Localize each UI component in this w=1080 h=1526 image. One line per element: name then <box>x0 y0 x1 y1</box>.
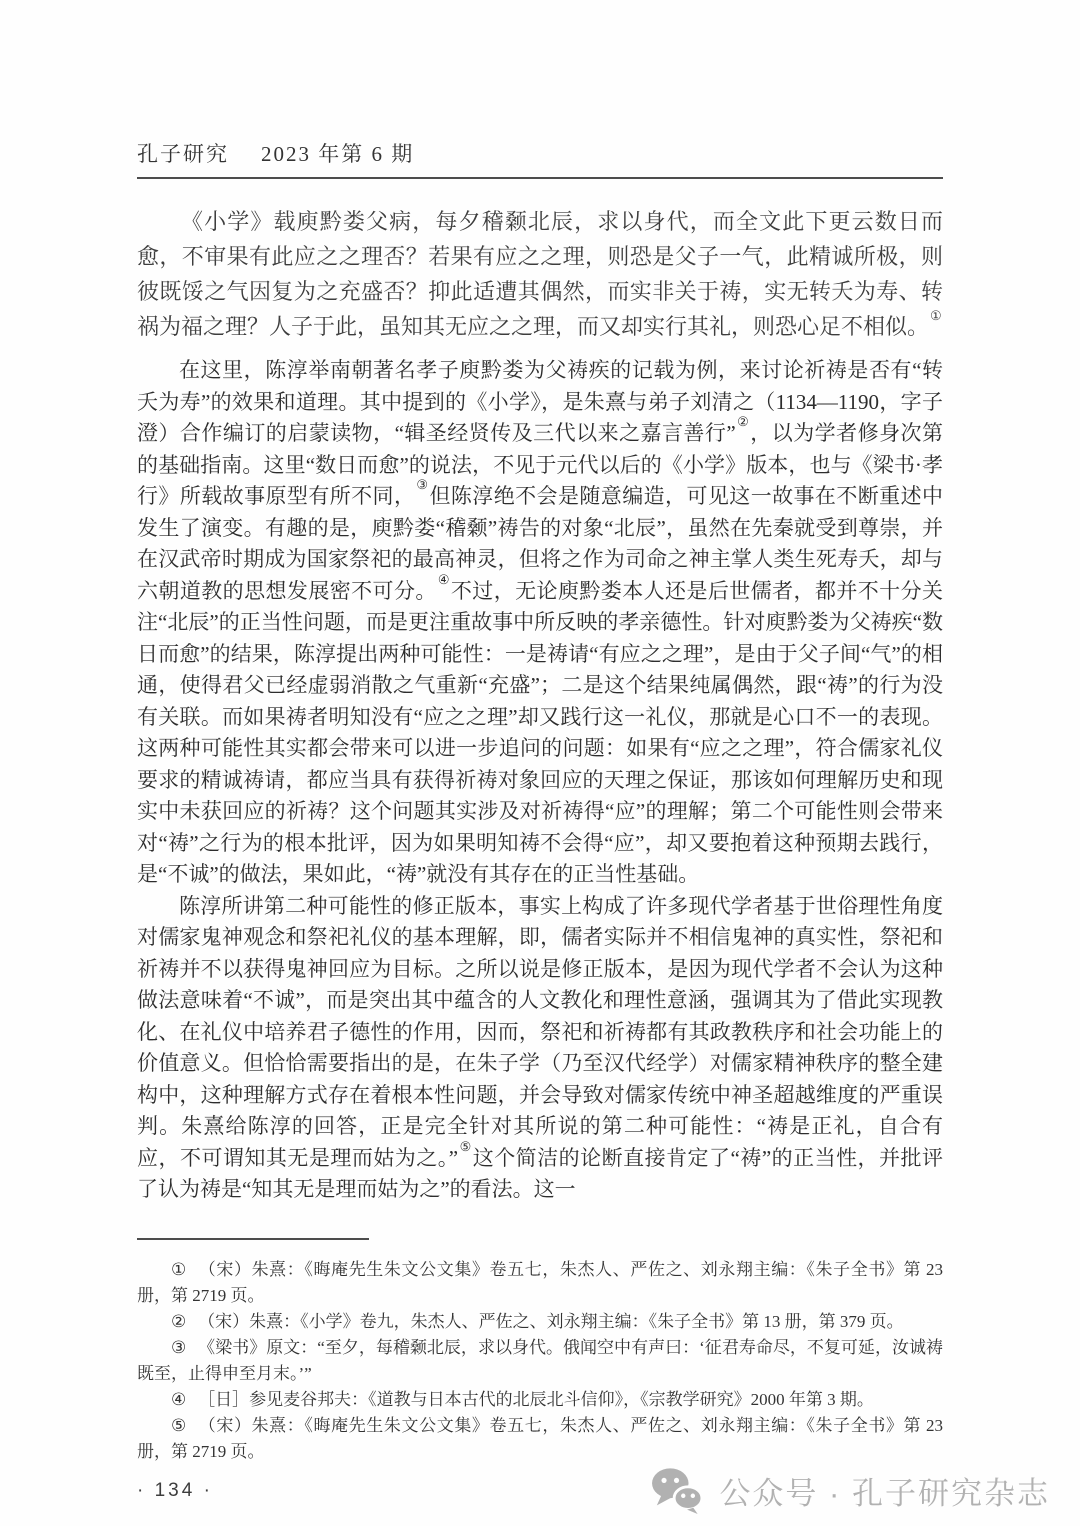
watermark <box>650 1466 1050 1514</box>
footnote-marker: ④ <box>171 1389 187 1409</box>
footnote-marker: ⑤ <box>171 1415 187 1435</box>
block-quote <box>137 205 943 345</box>
page-number: · 134 · <box>137 1479 213 1501</box>
issue-info: 2023 年第 6 期 <box>261 142 415 166</box>
footnote <box>137 1335 943 1387</box>
footnote-ref: ④ <box>437 571 450 587</box>
footnotes <box>137 1257 943 1465</box>
text-run: 但陈淳绝不会是随意编造，可见这一故事在不断重述中发生了演变。有趣的是，庾黔娄“稽颡”祷告的对象“北辰”，虽然在先秦就受到尊崇，并在汉武帝时期成为国家祭祀的最高神灵，但将之作为司命之神主掌人类生死寿夭，却与六朝道教的思想发展密不可分。 <box>137 484 944 603</box>
journal-title: 孔子研究 <box>137 142 229 166</box>
text-run: 《小学》载庾黔娄父病，每夕稽颡北辰，求以身代，而全文此下更云数日而愈，不审果有此应之之理否？若果有应之之理，则恐是父子一气，此精诚所极，则彼既馁之气因复为之充盛否？抑此适遭其偶然，而实非关于祷，实无转夭为寿、转祸为福之理？人子于此，虽知其无应之之理，而又却实行其礼，则恐心足不相似。 <box>137 210 943 340</box>
text-run: 这个简洁的论断直接肯定了“祷”的正当性，并批评了认为祷是“知其无是理而姑为之”的看法。这一 <box>137 1145 944 1201</box>
paragraph <box>137 355 943 891</box>
footnote-ref: ⑤ <box>459 1138 472 1154</box>
footnote <box>137 1387 943 1413</box>
footnote <box>137 1413 943 1465</box>
footnote <box>137 1309 943 1335</box>
footnote-marker: ② <box>171 1311 187 1331</box>
text-run: 不过，无论庾黔娄本人还是后世儒者，都并不十分关注“北辰”的正当性问题，而是更注重故事中所反映的孝亲德性。针对庾黔娄为父祷疾“数日而愈”的结果，陈淳提出两种可能性：一是祷请“有应之之理”，是由于父子间“气”的相通，使得君父已经虚弱消散之气重新“充盛”；二是这个结果纯属偶然，跟“祷”的行为没有关联。而如果祷者明知没有“应之之理”却又践行这一礼仪，那就是心口不一的表现。这两种可能性其实都会带来可以进一步追问的问题：如果有“应之之理”，符合儒家礼仪要求的精诚祷请，都应当具有获得祈祷对象回应的天理之保证，那该如何理解历史和现实中未获回应的祈祷？这个问题其实涉及对祈祷得“应”的理解；第二个可能性则会带来对“祷”之行为的根本批评，因为如果明知祷不会得“应”，却又要抱着这种预期去践行，是“不诚”的做法，果如此，“祷”就没有其存在的正当性基础。 <box>137 578 944 886</box>
watermark-text: 公众号 · 孔子研究杂志 <box>719 1475 1050 1511</box>
text-run: ，以为学者修身次第的基础指南。这里“数日而愈”的说法，不见于元代以后的《小学》版本，也与《梁书·孝行》所载故事原型有所不同， <box>137 421 944 508</box>
footnote-text: ［日］参见麦谷邦夫：《道教与日本古代的北辰北斗信仰》，《宗教学研究》2000 年第 3 期。 <box>198 1389 874 1409</box>
footnote-text: （宋）朱熹：《晦庵先生朱文公文集》卷五七，朱杰人、严佐之、刘永翔主编：《朱子全书》第 23 册，第 2719 页。 <box>137 1415 944 1461</box>
footnote-text: （宋）朱熹：《晦庵先生朱文公文集》卷五七，朱杰人、严佐之、刘永翔主编：《朱子全书》第 23 册，第 2719 页。 <box>137 1259 944 1305</box>
footnote-separator <box>137 1238 369 1240</box>
text-run: 陈淳所讲第二种可能性的修正版本，事实上构成了许多现代学者基于世俗理性角度对儒家鬼神观念和祭祀礼仪的基本理解，即，儒者实际并不相信鬼神的真实性，祭祀和祈祷并不以获得鬼神回应为目标。之所以说是修正版本，是因为现代学者不会认为这种做法意味着“不诚”，而是突出其中蕴含的人文教化和理性意涵，强调其为了借此实现教化、在礼仪中培养君子德性的作用，因而，祭祀和祈祷都有其政教秩序和社会功能上的价值意义。但恰恰需要指出的是，在朱子学（乃至汉代经学）对儒家精神秩序的整全建构中，这种理解方式存在着根本性问题，并会导致对儒家传统中神圣超越维度的严重误判。朱熹给陈淳的回答，正是完全针对其所说的第二种可能性：“祷是正礼，自合有应，不可谓知其无是理而姑为之。” <box>137 893 943 1170</box>
footnote-text: （宋）朱熹：《小学》卷九，朱杰人、严佐之、刘永翔主编：《朱子全书》第 13 册，第 379 页。 <box>198 1311 904 1331</box>
footnote <box>137 1257 943 1309</box>
footnote-ref: ② <box>736 414 750 430</box>
footnote-marker: ① <box>171 1259 187 1279</box>
footnote-ref: ① <box>930 308 942 324</box>
wechat-icon <box>650 1466 704 1514</box>
footnote-text: 《梁书》原文：“至夕，每稽颡北辰，求以身代。俄闻空中有声曰：‘征君寿命尽，不复可延，汝诚祷既至，止得申至月末。’” <box>137 1337 943 1383</box>
text-run: 在这里，陈淳举南朝著名孝子庾黔娄为父祷疾的记载为例，来讨论祈祷是否有“转夭为寿”的效果和道理。其中提到的《小学》，是朱熹与弟子刘清之（1134—1190，字子澄）合作编订的启蒙读物，“辑圣经贤传及三代以来之嘉言善行” <box>137 358 943 445</box>
footnote-marker: ③ <box>171 1337 187 1357</box>
footnote-ref: ③ <box>416 477 429 493</box>
page-header <box>137 138 943 179</box>
article-body <box>137 355 943 1206</box>
paragraph <box>137 891 943 1206</box>
